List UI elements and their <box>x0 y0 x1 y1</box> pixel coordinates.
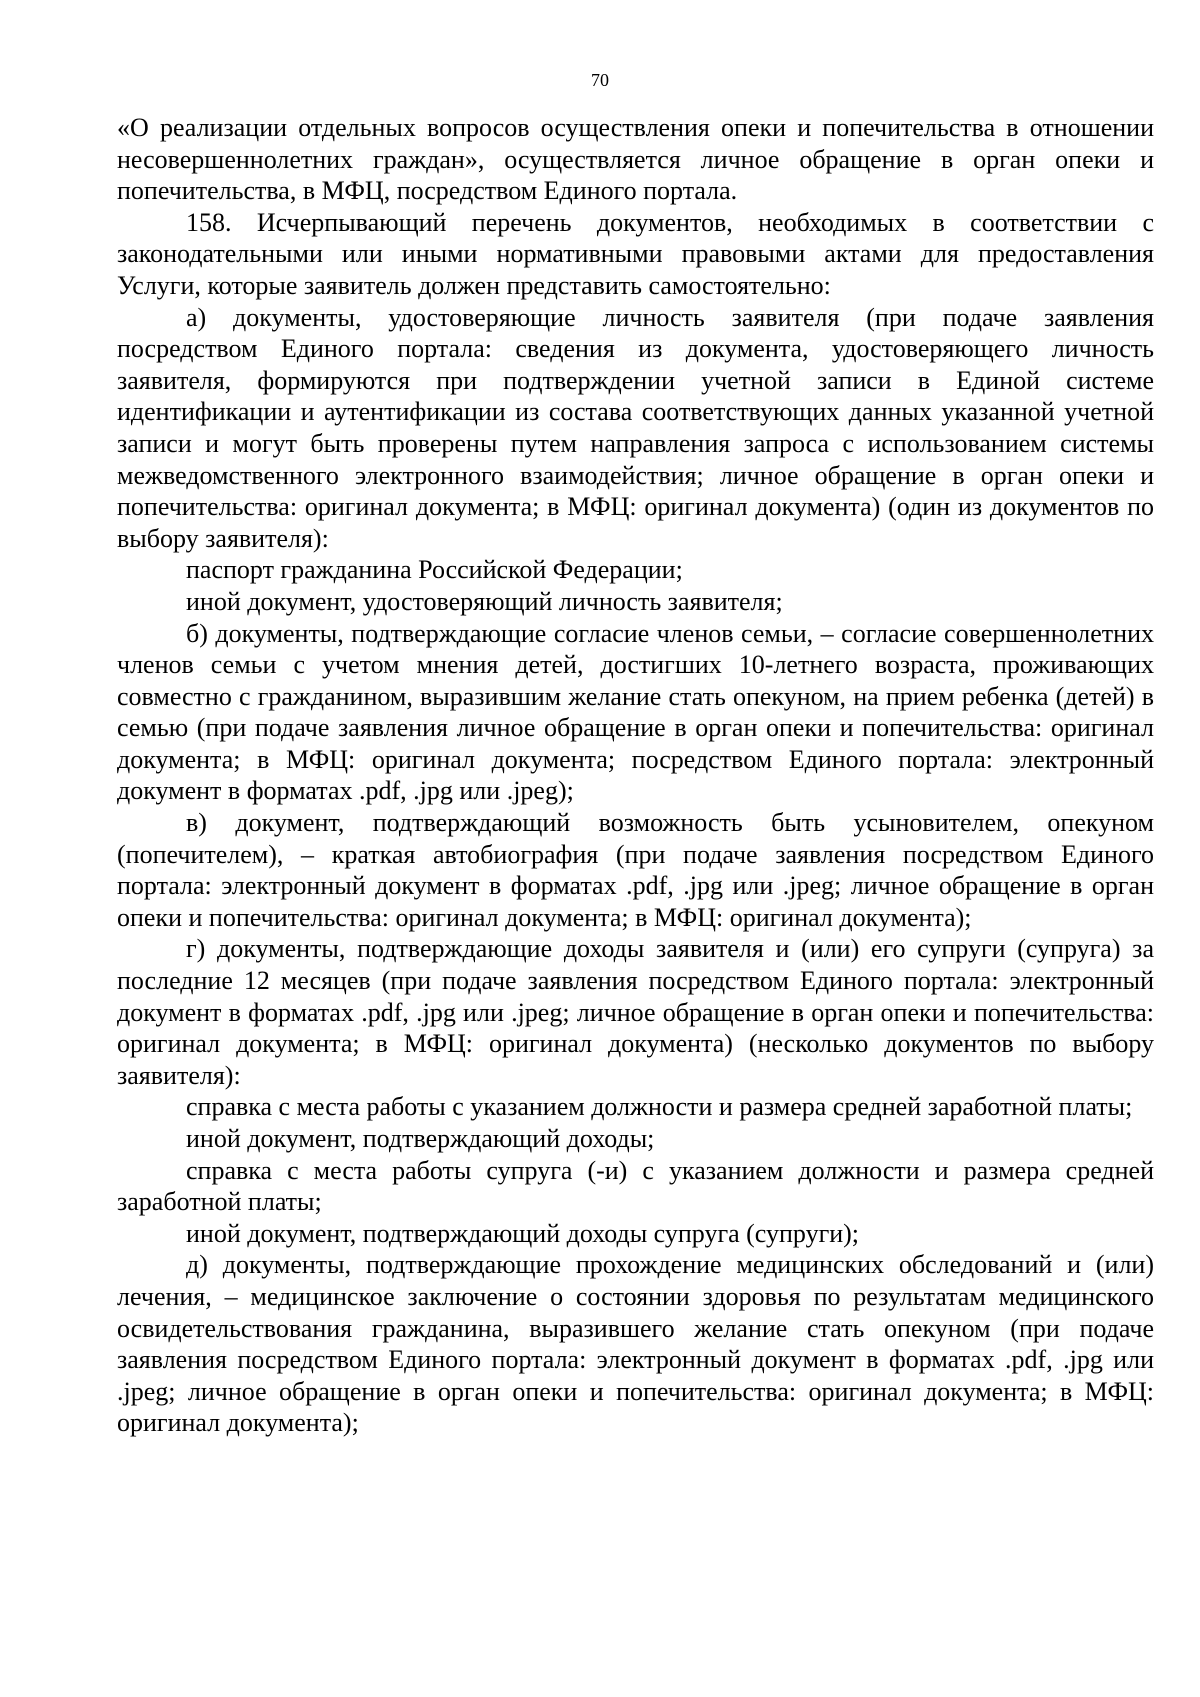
paragraph-other-id: иной документ, удостоверяющий личность заявителя; <box>186 586 783 616</box>
paragraph-158: 158. Исчерпывающий перечень документов, необходимых в соответствии с законодательными или иными нормативными правовыми актами для предоставления Услуги, которые заявитель должен представить самостоятельно: <box>117 207 1154 300</box>
paragraph-other-income: иной документ, подтверждающий доходы; <box>186 1124 655 1153</box>
paragraph-item-v: в) документ, подтверждающий возможность быть усыновителем, опекуном (попечителем), – краткая автобиография (при подаче заявления посредством Единого портала: электронный документ в форматах .pdf, .jpg или .jpeg; личное обращение в орган опеки и попечительства: оригинал документа; в МФЦ: оригинал документа); <box>117 808 1154 932</box>
paragraph-spouse-salary-certificate: справка с места работы супруга (-и) с указанием должности и размера средней заработной платы; <box>117 1155 1154 1217</box>
paragraph-item-d: д) документы, подтверждающие прохождение медицинских обследований и (или) лечения, – медицинское заключение о состоянии здоровья по результатам медицинского освидетельствования гражданина, выразившего желание стать опекуном (при подаче заявления посредством Единого портала: электронный документ в форматах .pdf, .jpg или .jpeg; личное обращение в орган опеки и попечительства: оригинал документа; в МФЦ: оригинал документа); <box>117 1250 1154 1438</box>
paragraph-spouse-other-income: иной документ, подтверждающий доходы супруга (супруги); <box>186 1218 860 1248</box>
paragraph-salary-certificate: справка с места работы с указанием должности и размера средней заработной платы; <box>186 1092 1133 1122</box>
paragraph-continuation: «О реализации отдельных вопросов осуществления опеки и попечительства в отношении несовершеннолетних граждан», осуществляется личное обращение в орган опеки и попечительства, в МФЦ, посредством Единого портала. <box>117 113 1154 206</box>
paragraph-item-a: а) документы, удостоверяющие личность заявителя (при подаче заявления посредством Единого портала: сведения из документа, удостоверяющего личность заявителя, формируются при подтверждении учетной записи в Единой системе идентификации и аутентификации из состава соответствующих данных указанной учетной записи и могут быть проверены путем направления запроса с использованием системы межведомственного электронного взаимодействия; личное обращение в орган опеки и попечительства: оригинал документа; в МФЦ: оригинал документа) (один из документов по выбору заявителя): <box>117 302 1154 553</box>
paragraph-item-b: б) документы, подтверждающие согласие членов семьи, – согласие совершеннолетних членов семьи с учетом мнения детей, достигших 10-летнего возраста, проживающих совместно с гражданином, выразившим желание стать опекуном, на прием ребенка (детей) в семью (при подаче заявления личное обращение в орган опеки и попечительства: оригинал документа; в МФЦ: оригинал документа; посредством Единого портала: электронный документ в форматах .pdf, .jpg или .jpeg); <box>117 618 1154 806</box>
document-body <box>117 112 1154 1439</box>
paragraph-item-g: г) документы, подтверждающие доходы заявителя и (или) его супруги (супруга) за последние 12 месяцев (при подаче заявления посредством Единого портала: электронный документ в форматах .pdf, .jpg или .jpeg; личное обращение в орган опеки и попечительства: оригинал документа; в МФЦ: оригинал документа) (несколько документов по выбору заявителя): <box>117 934 1154 1090</box>
page-number: 70 <box>591 70 609 90</box>
paragraph-passport: паспорт гражданина Российской Федерации; <box>186 555 683 585</box>
